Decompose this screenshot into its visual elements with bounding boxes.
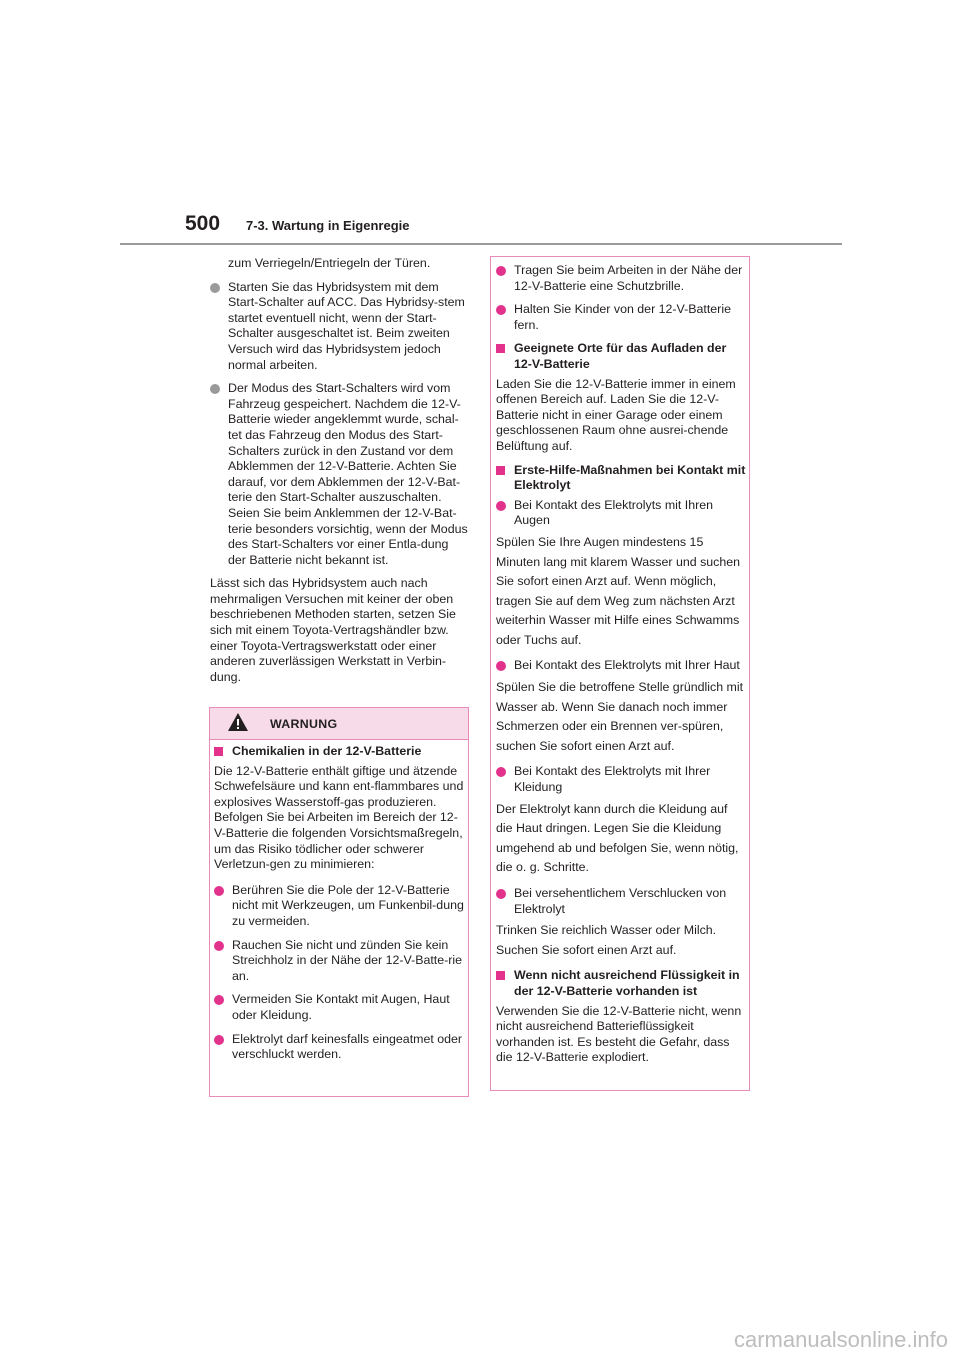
- bullet-icon: [214, 886, 224, 896]
- subsection-heading-text: Erste-Hilfe-Maßnahmen bei Kontakt mit Elektrolyt: [514, 462, 746, 493]
- left-column: [210, 256, 468, 693]
- bullet-icon: [210, 283, 220, 293]
- list-item: [496, 498, 746, 529]
- list-item: [496, 764, 746, 795]
- list-item: [214, 1032, 464, 1063]
- bullet-text: Bei Kontakt des Elektrolyts mit Ihrer Haut: [514, 658, 740, 673]
- body-paragraph: Laden Sie die 12-V-Batterie immer in einem offenen Bereich auf. Laden Sie die 12-V-Batterie nicht in einer Garage oder einem geschlossenen Raum ohne ausrei-chende Belüftung auf.: [496, 376, 736, 453]
- body-paragraph: Spülen Sie die betroffene Stelle gründlich mit Wasser ab. Wenn Sie danach noch immer Schmerzen oder ein Brennen ver-spüren, suchen Sie sofort einen Arzt auf.: [496, 680, 744, 753]
- bullet-icon: [496, 305, 506, 315]
- square-bullet-icon: [496, 344, 505, 353]
- bullet-icon: [214, 995, 224, 1005]
- body-paragraph: Verwenden Sie die 12-V-Batterie nicht, wenn nicht ausreichend Batterieflüssigkeit vorhanden ist. Es besteht die Gefahr, dass die 12-V-Batterie explodiert.: [496, 1003, 742, 1065]
- bullet-icon: [210, 384, 220, 394]
- body-paragraph: Spülen Sie Ihre Augen mindestens 15 Minuten lang mit klarem Wasser und suchen Sie sofort einen Arzt auf. Wenn möglich, tragen Sie auf dem Weg zum nächsten Arzt weiterhin Wasser mit Hilfe eines Schwamms oder Tuchs auf.: [496, 534, 741, 647]
- bullet-text: Elektrolyt darf keinesfalls eingeatmet oder verschluckt werden.: [232, 1031, 463, 1062]
- subsection-heading: [496, 968, 746, 999]
- warning-title: WARNUNG: [270, 717, 338, 731]
- list-item: [496, 263, 746, 294]
- list-item: [214, 992, 464, 1023]
- warning-continuation-body: [496, 263, 746, 1074]
- warning-triangle-icon: [227, 712, 249, 732]
- warning-text: Die 12-V-Batterie enthält giftige und ätzende Schwefelsäure und kann ent-flammbares und explosives Wasserstoff-gas produzieren. Befolgen Sie bei Arbeiten im Bereich der 12-V-Batterie die folgenden Vorsichtsmaßregeln, um das Risiko tödlicher oder schwerer Verletzun-gen zu minimieren:: [214, 763, 464, 872]
- square-bullet-icon: [496, 971, 505, 980]
- body-paragraph: Der Elektrolyt kann durch die Kleidung auf die Haut dringen. Legen Sie die Kleidung umgehend ab und befolgen Sie, wenn nötig, die o. g. Schritte.: [496, 801, 739, 875]
- bullet-icon: [496, 266, 506, 276]
- bullet-text: Bei Kontakt des Elektrolyts mit Ihren Augen: [514, 497, 714, 528]
- list-item: [214, 938, 464, 985]
- subsection-heading: [496, 463, 746, 494]
- list-item: [210, 381, 468, 568]
- bullet-text: Berühren Sie die Pole der 12-V-Batterie nicht mit Werkzeugen, um Funkenbil-dung zu vermeiden.: [232, 882, 464, 928]
- subsection-heading-text: Geeignete Orte für das Aufladen der 12-V-Batterie: [514, 341, 727, 371]
- list-item: [210, 280, 468, 374]
- warning-continuation-box: [490, 256, 750, 1091]
- bullet-text: Der Modus des Start-Schalters wird vom Fahrzeug gespeichert. Nachdem die 12-V-Batterie wieder angeklemmt wurde, schal-tet das Fahrzeug den Modus des Start-Schalters zurück in den Zustand vor dem Abklemmen der 12-V-Batterie. Achten Sie darauf, vor dem Abklemmen der 12-V-Bat-terie den Start-Schalter auszuschalten. Seien Sie beim Anklemmen der 12-V-Bat-terie besonders vorsichtig, wenn der Modus des Start-Schalters vor einer Entla-dung der Batterie nicht bekannt ist.: [228, 381, 468, 567]
- warning-heading-text: Chemikalien in der 12-V-Batterie: [232, 744, 422, 758]
- bullet-icon: [496, 889, 506, 899]
- warning-header: [210, 708, 468, 740]
- bullet-text: Bei versehentlichem Verschlucken von Elektrolyt: [514, 886, 727, 916]
- bullet-icon: [496, 767, 506, 777]
- warning-box: [209, 707, 469, 1097]
- bullet-text: Starten Sie das Hybridsystem mit dem Start-Schalter auf ACC. Das Hybridsy-stem startet eventuell nicht, wenn der Start-Schalter ausgeschaltet ist. Beim zweiten Versuch wird das Hybridsystem jedoch normal arbeiten.: [228, 279, 465, 372]
- section-title: 7-3. Wartung in Eigenregie: [246, 218, 410, 233]
- header-divider: [120, 243, 842, 245]
- body-paragraph: Lässt sich das Hybridsystem auch nach mehrmaligen Versuchen mit keiner der oben beschriebenen Methoden starten, setzen Sie sich mit einem Toyota-Vertragshändler bzw. einer Toyota-Vertragswerkstatt oder einer anderen zuverlässigen Werkstatt in Verbin-dung.: [210, 576, 456, 684]
- page-number: 500: [185, 212, 221, 235]
- square-bullet-icon: [214, 747, 223, 756]
- bullet-text: Vermeiden Sie Kontakt mit Augen, Haut oder Kleidung.: [232, 992, 450, 1022]
- bullet-icon: [496, 501, 506, 511]
- list-item: [214, 883, 464, 930]
- bullet-text: Halten Sie Kinder von der 12-V-Batterie fern.: [514, 302, 731, 332]
- subsection-heading: [496, 341, 746, 372]
- bullet-icon: [214, 941, 224, 951]
- page-header: [0, 0, 960, 250]
- square-bullet-icon: [496, 466, 505, 475]
- body-paragraph: Trinken Sie reichlich Wasser oder Milch. Suchen Sie sofort einen Arzt auf.: [496, 923, 717, 957]
- warning-body: [214, 744, 464, 1071]
- bullet-text: Bei Kontakt des Elektrolyts mit Ihrer Kleidung: [514, 764, 711, 795]
- bullet-text: Tragen Sie beim Arbeiten in der Nähe der 12-V-Batterie eine Schutzbrille.: [514, 263, 743, 293]
- bullet-icon: [214, 1035, 224, 1045]
- list-item: [496, 658, 746, 674]
- list-item: [496, 302, 746, 333]
- continued-text: zum Verriegeln/Entriegeln der Türen.: [228, 256, 431, 270]
- list-item: [496, 886, 746, 917]
- subsection-heading-text: Wenn nicht ausreichend Flüssigkeit in der 12-V-Batterie vorhanden ist: [514, 968, 740, 998]
- warning-heading: [214, 744, 464, 760]
- watermark-text: carmanualsonline.info: [733, 1327, 948, 1352]
- bullet-icon: [496, 661, 506, 671]
- bullet-text: Rauchen Sie nicht und zünden Sie kein Streichholz in der Nähe der 12-V-Batte-rie an.: [232, 937, 463, 983]
